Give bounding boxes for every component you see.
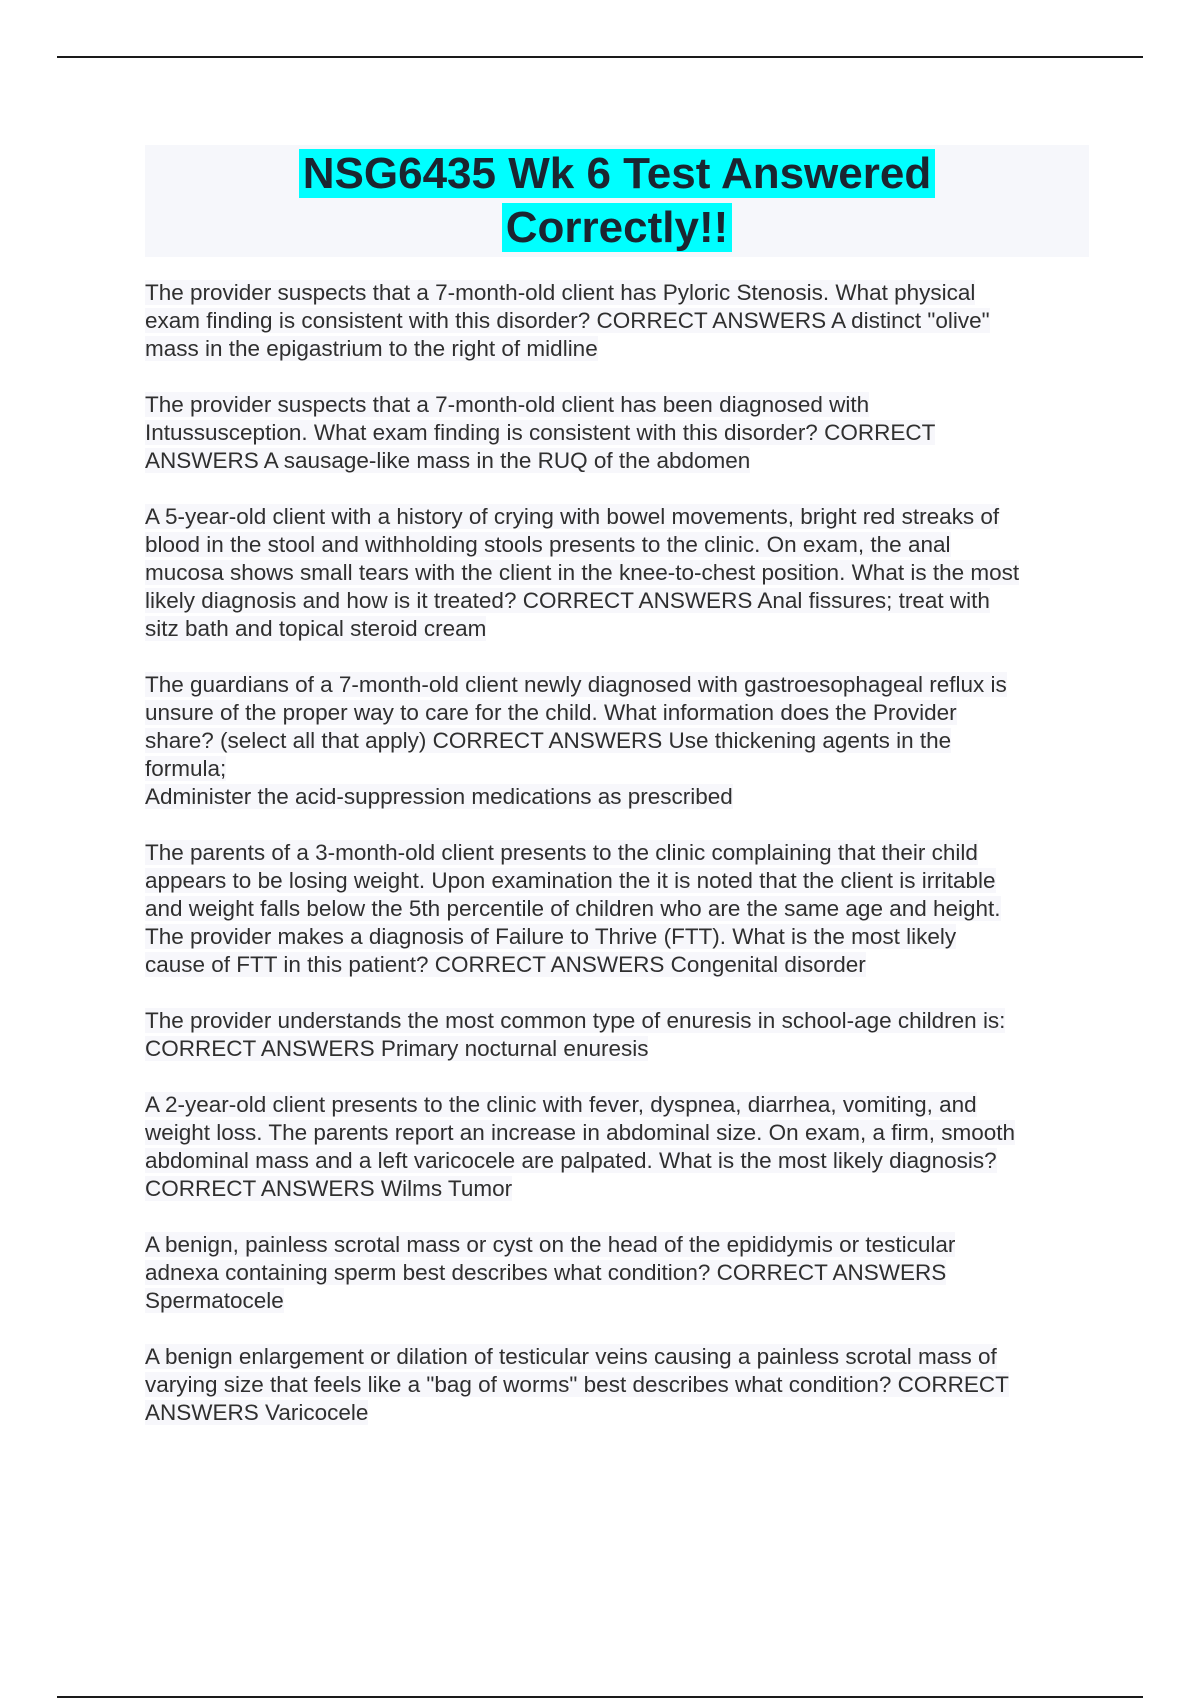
- text-line: [145, 783, 1089, 811]
- text-line: [145, 1175, 1089, 1203]
- question-answer-item: [145, 1231, 1089, 1315]
- text-line-content: adnexa containing sperm best describes what condition? CORRECT ANSWERS: [145, 1260, 947, 1285]
- text-line: [145, 867, 1089, 895]
- text-line-content: CORRECT ANSWERS Primary nocturnal enuresis: [145, 1036, 649, 1061]
- text-line: [145, 391, 1089, 419]
- question-answer-item: [145, 391, 1089, 475]
- text-line-content: Administer the acid-suppression medications as prescribed: [145, 784, 733, 809]
- text-line-content: CORRECT ANSWERS Wilms Tumor: [145, 1176, 513, 1201]
- text-line: [145, 279, 1089, 307]
- text-line: [145, 531, 1089, 559]
- text-line-content: blood in the stool and withholding stools presents to the clinic. On exam, the anal: [145, 532, 951, 557]
- text-line: [145, 559, 1089, 587]
- text-line-content: exam finding is consistent with this disorder? CORRECT ANSWERS A distinct "olive": [145, 308, 990, 333]
- text-line: [145, 1091, 1089, 1119]
- text-line-content: The provider understands the most common type of enuresis in school-age children is:: [145, 1008, 1006, 1033]
- text-line: [145, 923, 1089, 951]
- question-answer-item: [145, 503, 1089, 643]
- text-line-content: ANSWERS A sausage-like mass in the RUQ of the abdomen: [145, 448, 751, 473]
- text-line-content: abdominal mass and a left varicocele are palpated. What is the most likely diagnosis?: [145, 1148, 997, 1173]
- document-title: [145, 147, 1089, 255]
- text-line-content: unsure of the proper way to care for the child. What information does the Provider: [145, 700, 957, 725]
- text-line: [145, 503, 1089, 531]
- text-line-content: cause of FTT in this patient? CORRECT ANSWERS Congenital disorder: [145, 952, 866, 977]
- text-line: [145, 1231, 1089, 1259]
- text-line: [145, 335, 1089, 363]
- title-block: [145, 145, 1089, 257]
- text-line: [145, 1007, 1089, 1035]
- text-line-content: weight loss. The parents report an increase in abdominal size. On exam, a firm, smooth: [145, 1120, 1015, 1145]
- top-rule: [57, 56, 1143, 58]
- text-line: [145, 447, 1089, 475]
- text-line-content: The provider makes a diagnosis of Failure to Thrive (FTT). What is the most likely: [145, 924, 957, 949]
- question-answer-item: [145, 1091, 1089, 1203]
- question-list: [145, 279, 1089, 1427]
- text-line: [145, 895, 1089, 923]
- text-line: [145, 951, 1089, 979]
- text-line-content: mucosa shows small tears with the client in the knee-to-chest position. What is the most: [145, 560, 1020, 585]
- text-line: [145, 1371, 1089, 1399]
- bottom-rule: [57, 1696, 1143, 1698]
- text-line-content: sitz bath and topical steroid cream: [145, 616, 487, 641]
- text-line: [145, 1287, 1089, 1315]
- text-line-content: likely diagnosis and how is it treated? CORRECT ANSWERS Anal fissures; treat with: [145, 588, 990, 613]
- text-line-content: ANSWERS Varicocele: [145, 1400, 369, 1425]
- text-line-content: Intussusception. What exam finding is consistent with this disorder? CORRECT: [145, 420, 936, 445]
- text-line: [145, 615, 1089, 643]
- text-line-content: and weight falls below the 5th percentile of children who are the same age and height.: [145, 896, 1001, 921]
- text-line-content: Spermatocele: [145, 1288, 284, 1313]
- question-answer-item: [145, 279, 1089, 363]
- text-line: [145, 1343, 1089, 1371]
- text-line: [145, 755, 1089, 783]
- text-line: [145, 727, 1089, 755]
- text-line: [145, 671, 1089, 699]
- text-line-content: A benign enlargement or dilation of testicular veins causing a painless scrotal mass of: [145, 1344, 997, 1369]
- text-line: [145, 1259, 1089, 1287]
- text-line-content: share? (select all that apply) CORRECT ANSWERS Use thickening agents in the: [145, 728, 952, 753]
- text-line-content: appears to be losing weight. Upon examination the it is noted that the client is irritable: [145, 868, 996, 893]
- text-line: [145, 1147, 1089, 1175]
- document-body: [145, 145, 1089, 1455]
- text-line: [145, 1035, 1089, 1063]
- text-line: [145, 1399, 1089, 1427]
- title-line-2: Correctly!!: [502, 203, 733, 252]
- text-line: [145, 419, 1089, 447]
- text-line: [145, 1119, 1089, 1147]
- question-answer-item: [145, 1343, 1089, 1427]
- question-answer-item: [145, 671, 1089, 811]
- text-line-content: formula;: [145, 756, 227, 781]
- text-line-content: mass in the epigastrium to the right of midline: [145, 336, 598, 361]
- question-answer-item: [145, 1007, 1089, 1063]
- text-line-content: A 5-year-old client with a history of crying with bowel movements, bright red streaks of: [145, 504, 1000, 529]
- question-answer-item: [145, 839, 1089, 979]
- text-line-content: The parents of a 3-month-old client presents to the clinic complaining that their child: [145, 840, 978, 865]
- text-line-content: A 2-year-old client presents to the clinic with fever, dyspnea, diarrhea, vomiting, and: [145, 1092, 977, 1117]
- text-line: [145, 699, 1089, 727]
- title-line-1: NSG6435 Wk 6 Test Answered: [299, 149, 935, 198]
- text-line: [145, 587, 1089, 615]
- text-line-content: The provider suspects that a 7-month-old client has been diagnosed with: [145, 392, 870, 417]
- text-line: [145, 839, 1089, 867]
- text-line-content: The provider suspects that a 7-month-old client has Pyloric Stenosis. What physical: [145, 280, 976, 305]
- text-line-content: A benign, painless scrotal mass or cyst on the head of the epididymis or testicular: [145, 1232, 956, 1257]
- text-line: [145, 307, 1089, 335]
- text-line-content: The guardians of a 7-month-old client newly diagnosed with gastroesophageal reflux is: [145, 672, 1007, 697]
- text-line-content: varying size that feels like a "bag of worms" best describes what condition? CORRECT: [145, 1372, 1009, 1397]
